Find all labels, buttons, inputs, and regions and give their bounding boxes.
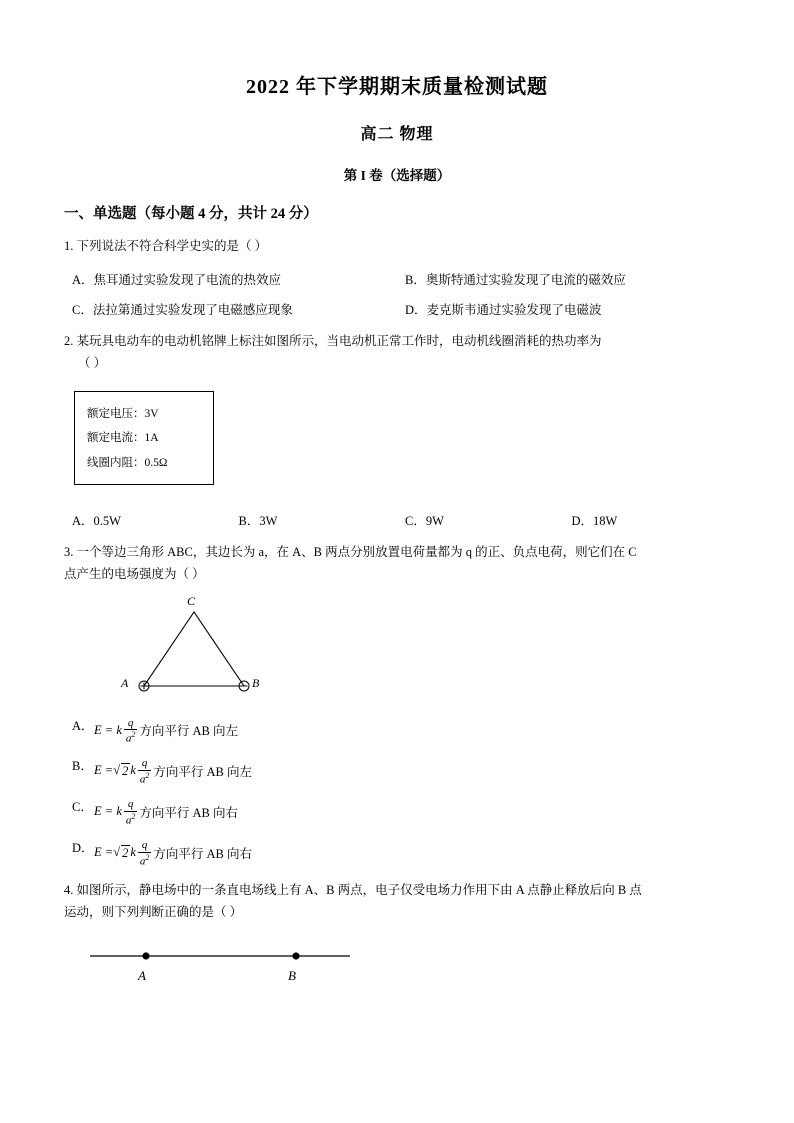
fraction: $\frac{q}{a^2}$ [139, 839, 150, 868]
question-options-row [64, 270, 730, 288]
option-b[interactable]: B．3W [238, 513, 278, 528]
fraction: $\frac{q}{a^2}$ [125, 716, 136, 745]
option-label: B． [72, 759, 93, 774]
question-3 [64, 542, 730, 868]
question-stem [64, 236, 730, 258]
option-label: A． [72, 718, 94, 733]
option-a[interactable] [64, 716, 730, 745]
question-text: 某玩具电动车的电动机铭牌上标注如图所示，当电动机正常工作时，电动机线圈消耗的热功率为 [76, 333, 602, 348]
question-options-row [64, 300, 730, 318]
option-c[interactable]: C．法拉第通过实验发现了电磁感应现象 [72, 302, 293, 317]
option-a[interactable]: A．0.5W [72, 513, 121, 528]
question-number: 3. [64, 544, 74, 559]
question-stem-continued: 点产生的电场强度为（ ） [64, 566, 205, 581]
question-stem-continued: （ ） [78, 355, 107, 370]
option-d[interactable] [64, 838, 730, 867]
question-text: 一个等边三角形 ABC，其边长为 a，在 A、B 两点分别放置电荷量都为 q 的正、负点电荷，则它们在 C [76, 544, 637, 559]
motor-nameplate-figure [74, 391, 214, 485]
question-group-heading: 一、单选题（每小题 4 分，共计 24 分） [64, 206, 318, 222]
field-line-figure [84, 942, 384, 994]
option-d[interactable]: D．18W [571, 513, 618, 528]
question-stem [64, 880, 730, 902]
question-stem-continued: 运动，则下列判断正确的是（ ） [64, 905, 243, 920]
triangle-label-c: C [187, 593, 196, 608]
question-stem [64, 542, 730, 564]
option-b[interactable] [64, 756, 730, 785]
nameplate-rated-voltage: 额定电压：3V [87, 407, 159, 420]
fraction: $\frac{q}{a^2}$ [125, 798, 136, 827]
nameplate-rated-current: 额定电流：1A [87, 432, 159, 445]
triangle-label-b: B [252, 675, 260, 690]
option-a[interactable]: A．焦耳通过实验发现了电流的热效应 [72, 272, 282, 287]
equilateral-triangle-figure [119, 594, 319, 704]
section-heading: 第 I 卷（选择题） [343, 168, 451, 183]
option-formula: E = √ 2 k $\frac{q}{a^2}$ 方向平行 AB 向右 [94, 839, 253, 868]
question-text: 如图所示，静电场中的一条直电场线上有 A、B 两点，电子仅受电场力作用下由 A 点静止释放后向 B 点 [76, 883, 642, 898]
question-number: 1. [64, 239, 74, 253]
triangle-diagram-icon [119, 594, 319, 704]
fraction: $\frac{q}{a^2}$ [139, 757, 150, 786]
page-title: 2022 年下学期期末质量检测试题 [246, 76, 548, 98]
option-c[interactable]: C．9W [405, 513, 444, 528]
question-number: 4. [64, 883, 74, 898]
nameplate-coil-resistance: 线圈内阻：0.5Ω [87, 457, 168, 470]
question-4 [64, 880, 730, 994]
field-line-diagram-icon [84, 942, 384, 974]
option-d[interactable]: D．麦克斯韦通过实验发现了电磁波 [405, 302, 602, 317]
option-b[interactable]: B．奥斯特通过实验发现了电流的磁效应 [405, 272, 626, 287]
option-label: D． [72, 841, 94, 856]
field-line-label-b: B [288, 968, 296, 984]
option-formula: E = √ 2 k $\frac{q}{a^2}$ 方向平行 AB 向左 [94, 757, 253, 786]
question-number: 2. [64, 333, 74, 348]
option-label: C． [72, 800, 93, 815]
question-options-row [64, 511, 730, 529]
triangle-label-a: A [121, 675, 129, 690]
field-line-label-a: A [138, 968, 146, 984]
question-stem [64, 331, 730, 353]
page-subject: 高二 物理 [360, 126, 434, 143]
question-1 [64, 236, 730, 318]
question-text: 下列说法不符合科学史实的是（ ） [76, 239, 268, 253]
option-c[interactable] [64, 797, 730, 826]
question-2 [64, 331, 730, 529]
option-formula: E = k $\frac{q}{a^2}$ 方向平行 AB 向左 [94, 716, 238, 745]
option-formula: E = k $\frac{q}{a^2}$ 方向平行 AB 向右 [94, 798, 238, 827]
